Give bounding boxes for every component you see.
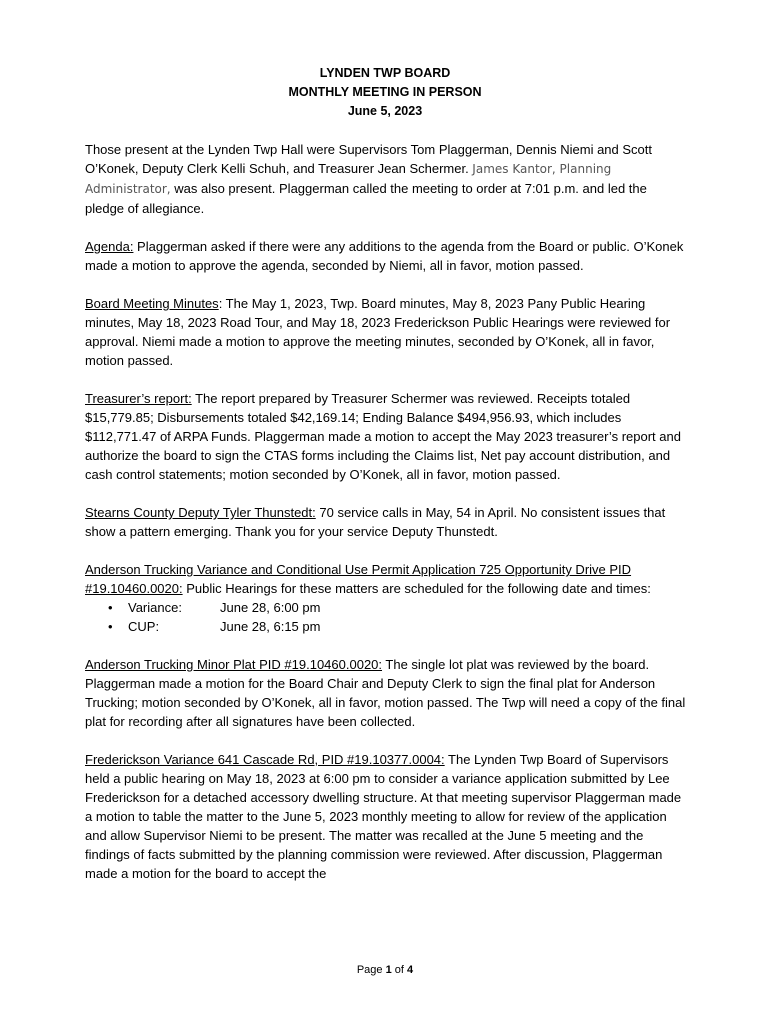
treasurer-paragraph (85, 389, 689, 484)
treasurer-text: The report prepared by Treasurer Schermer was reviewed. Receipts totaled $15,779.85; Disbursements totaled $42,169.14; Ending Balance $494,956.93, which includes $112,771.47 of ARPA Funds. Plaggerman made a motion to accept the May 2023 treasurer’s report and authorize the board to sign the CTAS forms including the Claims list, Net pay account distribution, and cash control statements; motion seconded by O’Konek, all in favor, motion passed. (85, 391, 681, 482)
minutes-heading: Board Meeting Minutes (85, 296, 219, 311)
minutes-paragraph (85, 294, 689, 370)
page-footer (0, 963, 770, 977)
agenda-text: Plaggerman asked if there were any additions to the agenda from the Board or public. O’Konek made a motion to approve the agenda, seconded by Niemi, all in favor, motion passed. (85, 239, 684, 273)
deputy-heading: Stearns County Deputy Tyler Thunstedt: (85, 505, 316, 520)
variance-cup-heading: Anderson Trucking Variance and Conditional Use Permit Application 725 Opportunity Drive PID #19.10460.0020: (85, 562, 632, 596)
schedule-value: June 28, 6:00 pm (220, 600, 321, 615)
deputy-paragraph (85, 503, 689, 541)
list-item (85, 598, 689, 617)
list-item (85, 617, 689, 636)
minor-plat-text: The single lot plat was reviewed by the board. Plaggerman made a motion for the Board Chair and Deputy Clerk to sign the final plat for Anderson Trucking; motion seconded by O’Konek, all in favor, motion passed. The Twp will need a copy of the final plat for recording after all signatures have been collected. (85, 657, 686, 729)
minor-plat-paragraph (85, 655, 689, 731)
title-line-date: June 5, 2023 (347, 104, 423, 118)
agenda-heading: Agenda: (85, 239, 134, 254)
attendance-paragraph (85, 140, 689, 218)
bullet-icon: • (108, 619, 113, 634)
deputy-text: 70 service calls in May, 54 in April. No consistent issues that show a pattern emerging. Thank you for your service Deputy Thunstedt. (85, 505, 666, 539)
page-total: 4 (407, 964, 414, 976)
page-of-label: of (391, 964, 408, 976)
title-line-board: LYNDEN TWP BOARD (319, 66, 451, 80)
page-label: Page (356, 964, 386, 976)
title-line-meeting: MONTHLY MEETING IN PERSON (288, 85, 482, 99)
planning-admin-text: James Kantor, Planning Administrator, (85, 162, 612, 196)
minor-plat-heading: Anderson Trucking Minor Plat PID #19.10460.0020: (85, 657, 383, 672)
variance-cup-text: Public Hearings for these matters are scheduled for the following date and times: (182, 581, 651, 596)
schedule-label: Variance: (128, 600, 182, 615)
document-body (85, 140, 689, 902)
attendance-text-end: was also present. Plaggerman called the meeting to order at 7:01 p.m. and led the pledge of allegiance. (85, 181, 647, 216)
schedule-value: June 28, 6:15 pm (220, 619, 321, 634)
frederickson-heading: Frederickson Variance 641 Cascade Rd, PID #19.10377.0004: (85, 752, 445, 767)
frederickson-paragraph (85, 750, 689, 883)
document-title (0, 64, 770, 121)
bullet-icon: • (108, 600, 113, 615)
schedule-label: CUP: (128, 619, 160, 634)
treasurer-heading: Treasurer’s report: (85, 391, 192, 406)
attendance-text: Those present at the Lynden Twp Hall were Supervisors Tom Plaggerman, Dennis Niemi and Scott O’Konek, Deputy Clerk Kelli Schuh, and Treasurer Jean Schermer. (85, 142, 652, 176)
agenda-paragraph (85, 237, 689, 275)
variance-cup-paragraph (85, 560, 689, 598)
minutes-text: : The May 1, 2023, Twp. Board minutes, May 8, 2023 Pany Public Hearing minutes, May 18, 2023 Road Tour, and May 18, 2023 Frederickson Public Hearings were reviewed for approval. Niemi made a motion to approve the meeting minutes, seconded by O’Konek, all in favor, motion passed. (85, 296, 671, 368)
page-number: 1 (385, 964, 392, 976)
hearing-schedule-list (85, 598, 689, 636)
frederickson-text: The Lynden Twp Board of Supervisors held a public hearing on May 18, 2023 at 6:00 pm to consider a variance application submitted by Lee Frederickson for a detached accessory dwelling structure. At that meeting supervisor Plaggerman made a motion to table the matter to the June 5, 2023 monthly meeting to allow for review of the application and allow Supervisor Niemi to be present. The matter was recalled at the June 5 meeting and the findings of facts submitted by the planning commission were reviewed. After discussion, Plaggerman made a motion for the board to accept the (85, 752, 682, 881)
